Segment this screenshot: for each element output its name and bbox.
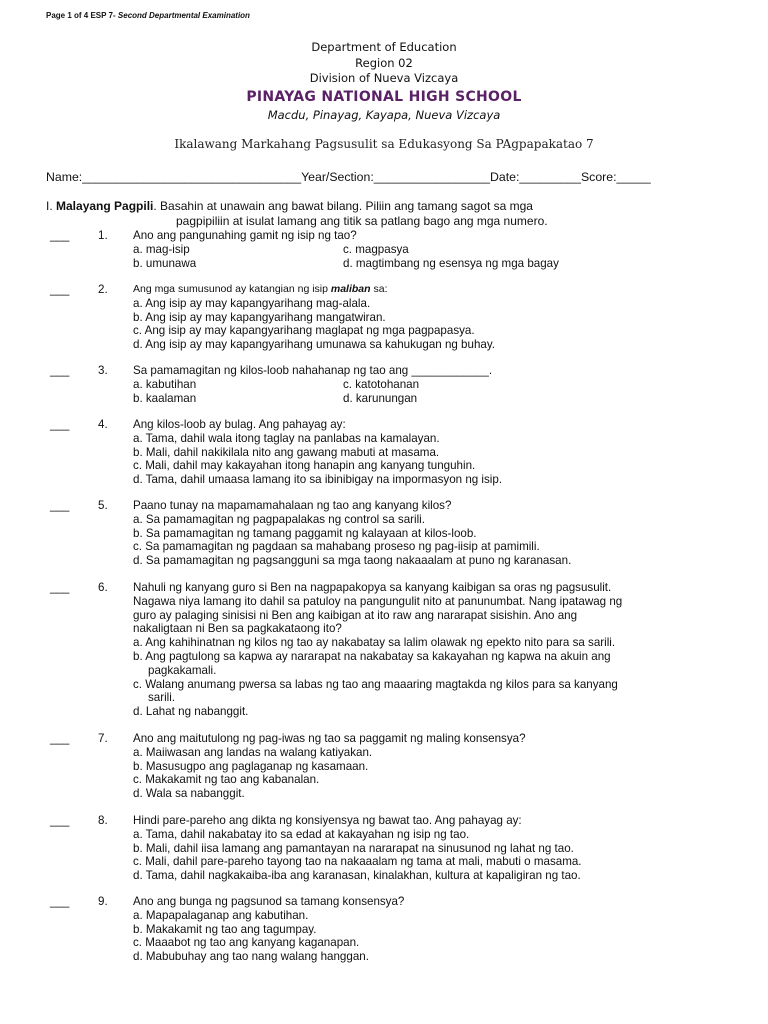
answer-blank[interactable]: ___ [50,418,70,431]
option-d: d. Wala sa nabanggit. [133,787,245,801]
instruction-line-2: pagpipiliin at isulat lamang ang titik sa patlang bago ang mga numero. [176,214,548,228]
answer-blank[interactable]: ___ [50,732,70,745]
option-d: d. Tama, dahil nagkakaiba-iba ang karanasan, kinalakhan, kultura at kapaligiran ng tao. [133,869,581,883]
option-b: b. Ang isip ay may kapangyarihang mangatwiran. [133,310,386,324]
answer-blank[interactable]: ___ [50,814,70,827]
option-d: d. karunungan [343,391,418,405]
option-c: c. Sa pamamagitan ng pagdaan sa mahabang proseso ng pag-iisip at pamimili. [133,540,540,554]
division: Division of Nueva Vizcaya [309,71,459,85]
page-info: Page 1 of 4 ESP 7- [46,11,116,20]
student-info-line: Name:________________________________Year/Section:_________________Date:_________Score:_____ [46,170,651,184]
answer-blank[interactable]: ___ [50,364,70,377]
question-number: 2. [98,283,108,296]
option-b: b. Makakamit ng tao ang tagumpay. [133,922,317,936]
question-stem: Ang kilos-loob ay bulag. Ang pahayag ay: [133,418,346,431]
answer-blank[interactable]: ___ [50,283,70,296]
option-b: b. Sa pamamagitan ng tamang paggamit ng kalayaan at kilos-loob. [133,526,477,540]
exam-name: Second Departmental Examination [117,11,250,20]
option-a: a. Ang kahihinatnan ng kilos ng tao ay nakabatay sa lalim olawak ng epekto nito para sa sarili. [133,636,616,650]
option-c: c. Walang anumang pwersa sa labas ng tao ang maaaring magtakda ng kilos para sa kanyang [133,677,618,691]
page-header [46,11,250,20]
section-title: Malayang Pagpili [56,199,154,213]
option-d: d. Lahat ng nabanggit. [133,705,249,719]
option-c: c. magpasya [343,242,409,256]
question-stem-line: Nagawa niya lamang ito dahil sa patuloy na pangungulit nito at panunumbat. Nang ipatawag ng [133,594,623,608]
question-number: 4. [98,418,108,431]
question-number: 6. [98,581,108,594]
question-stem: Paano tunay na mapamamahalaan ng tao ang kanyang kilos? [133,499,452,512]
answer-blank[interactable]: ___ [50,581,70,594]
option-d: d. magtimbang ng esensya ng mga bagay [343,256,559,270]
option-c: c. Maaabot ng tao ang kanyang kaganapan. [133,936,360,950]
option-d: d. Ang isip ay may kapangyarihang umunawa sa kahukugan ng buhay. [133,338,496,352]
school-address: Macdu, Pinayag, Kayapa, Nueva Vizcaya [267,107,501,122]
option-b: b. Mali, dahil iisa lamang ang pamantayan na nararapat na sinusunod ng lahat ng tao. [133,841,574,855]
question-number: 8. [98,814,108,827]
letterhead [0,40,768,123]
instruction-line-1: . Basahin at unawain ang bawat bilang. Piliin ang tamang sagot sa mga [153,199,533,213]
question-stem-line: nakaligtaan ni Ben sa pagkakataong ito? [133,622,342,636]
option-b-continued: pagkakamali. [148,663,217,677]
question-number: 1. [98,229,108,242]
option-b: b. Mali, dahil nakikilala nito ang gawang mabuti at masama. [133,445,440,459]
question-number: 7. [98,732,108,745]
section-numeral: I. [46,199,53,213]
section-instructions [46,199,726,229]
option-a: a. Maiiwasan ang landas na walang katiyakan. [133,745,373,759]
option-c: c. katotohanan [343,377,420,391]
option-d: d. Tama, dahil umaasa lamang ito sa ibinibigay na impormasyon ng isip. [133,473,503,487]
option-c: c. Makakamit ng tao ang kabanalan. [133,773,320,787]
option-d: d. Mabubuhay ang tao nang walang hanggan. [133,950,369,964]
question-stem: Ano ang bunga ng pagsunod sa tamang konsensya? [133,895,405,908]
question-stem: Ang mga sumusunod ay katangian ng isip maliban sa: [133,283,388,295]
option-b: b. Ang pagtulong sa kapwa ay nararapat na nakabatay sa kakayahan ng kapwa na akuin ang [133,649,611,663]
department: Department of Education [311,40,457,54]
option-a: a. kabutihan [133,377,197,391]
question-stem: Hindi pare-pareho ang dikta ng konsiyensya ng bawat tao. Ang pahayag ay: [133,814,522,827]
question-stem: Ano ang pangunahing gamit ng isip ng tao? [133,229,357,242]
region: Region 02 [355,55,413,70]
question-number: 5. [98,499,108,512]
option-b: b. Masusugpo ang paglaganap ng kasamaan. [133,759,369,773]
emphasis-word: maliban [330,283,371,295]
option-c: c. Mali, dahil may kakayahan itong hanapin ang kanyang tunguhin. [133,459,476,473]
question-stem: Sa pamamagitan ng kilos-loob nahahanap ng tao ang ____________. [133,364,493,377]
question-number: 3. [98,364,108,377]
question-stem-line: Nahuli ng kanyang guro si Ben na nagpapakopya sa kanyang kaibigan sa oras ng pagsusulit. [133,581,612,594]
option-c-continued: sarili. [148,691,176,705]
option-a: a. mag-isip [133,242,190,256]
option-a: a. Tama, dahil wala itong taglay na panlabas na kamalayan. [133,431,440,445]
option-b: b. umunawa [133,256,197,270]
answer-blank[interactable]: ___ [50,229,70,242]
question-stem: Ano ang maitutulong ng pag-iwas ng tao sa paggamit ng maling konsensya? [133,732,526,745]
option-d: d. Sa pamamagitan ng pagsangguni sa mga taong nakaaalam at puno ng karanasan. [133,554,572,568]
option-c: c. Ang isip ay may kapangyarihang maglapat ng mga pagpapasya. [133,324,475,338]
question-stem-line: guro ay palaging sinisisi ni Ben ang kaibigan at ito raw ang nararapat sisishin. Ano ang [133,608,578,622]
school-name: PINAYAG NATIONAL HIGH SCHOOL [246,88,522,105]
exam-title: Ikalawang Markahang Pagsusulit sa Edukasyong Sa PAgpapakatao 7 [174,137,594,151]
option-a: a. Ang isip ay may kapangyarihang mag-alala. [133,296,371,310]
option-a: a. Mapapalaganap ang kabutihan. [133,908,309,922]
option-a: a. Tama, dahil nakabatay ito sa edad at kakayahan ng isip ng tao. [133,827,470,841]
option-b: b. kaalaman [133,391,197,405]
option-a: a. Sa pamamagitan ng pagpapalakas ng control sa sarili. [133,512,425,526]
answer-blank[interactable]: ___ [50,895,70,908]
answer-blank[interactable]: ___ [50,499,70,512]
question-number: 9. [98,895,108,908]
option-c: c. Mali, dahil pare-pareho tayong tao na nakaaalam ng tama at mali, mabuti o masama. [133,855,582,869]
